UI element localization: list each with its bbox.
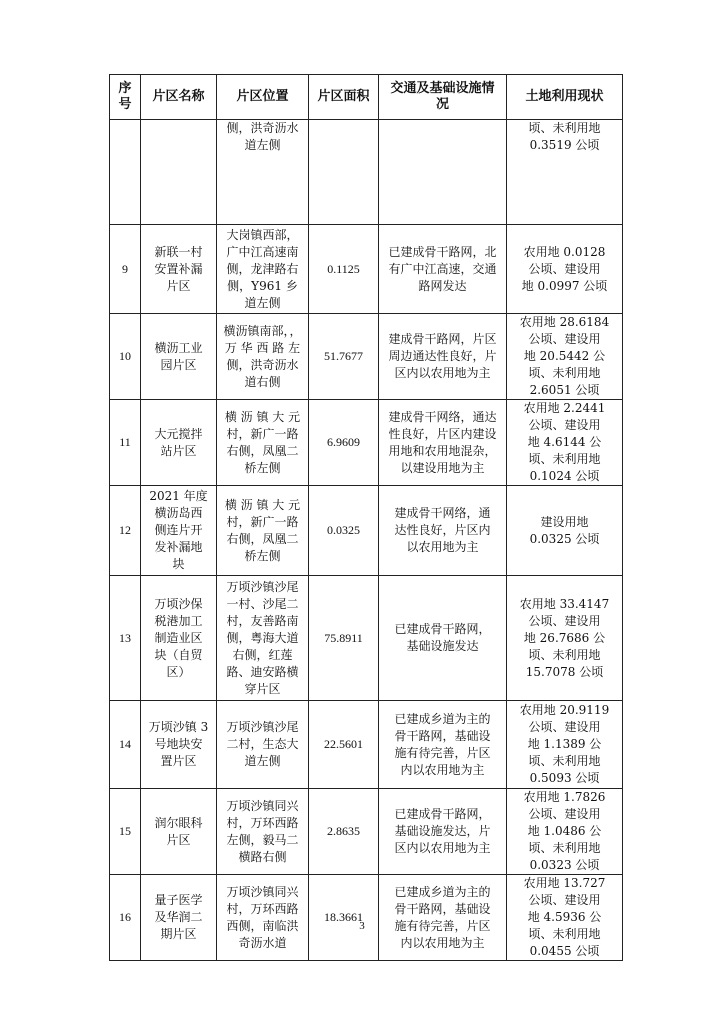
- cell-area: 18.3661: [309, 875, 379, 961]
- cell-seq: [110, 120, 141, 225]
- cell-area: 51.7677: [309, 314, 379, 400]
- cell-seq: 9: [110, 225, 141, 314]
- cell-seq: 10: [110, 314, 141, 400]
- cell-traffic: 已建成乡道为主的 骨干路网，基础设 施有待完善，片区 内以农用地为主: [379, 875, 507, 961]
- header-traffic: 交通及基础设施情 况: [379, 75, 507, 120]
- cell-seq: 15: [110, 789, 141, 875]
- page-number: 3: [359, 920, 365, 932]
- table-row: [110, 120, 623, 225]
- cell-landuse: 建设用地 0.0325 公顷: [507, 486, 623, 576]
- cell-area: 2.8635: [309, 789, 379, 875]
- cell-location: 万顷沙镇沙尾 一村、沙尾二 村，友善路南 侧，粤海大道 右侧，红莲 路、迪安路横 穿片区: [217, 576, 309, 701]
- cell-name: 大元搅拌 站片区: [141, 400, 217, 486]
- cell-area: 75.8911: [309, 576, 379, 701]
- cell-name: [141, 120, 217, 225]
- cell-seq: 14: [110, 701, 141, 789]
- table-row: [110, 225, 623, 314]
- cell-location: 侧，洪奇沥水 道左侧: [217, 120, 309, 225]
- cell-name: 新联一村 安置补漏 片区: [141, 225, 217, 314]
- header-landuse: 土地利用现状: [507, 75, 623, 120]
- cell-area: 0.0325: [309, 486, 379, 576]
- header-location: 片区位置: [217, 75, 309, 120]
- cell-location: 万顷沙镇沙尾 二村，生态大 道左侧: [217, 701, 309, 789]
- cell-name: 万顷沙镇 3 号地块安 置片区: [141, 701, 217, 789]
- cell-seq: 12: [110, 486, 141, 576]
- header-area: 片区面积: [309, 75, 379, 120]
- cell-name: 万顷沙保 税港加工 制造业区 块（自贸 区）: [141, 576, 217, 701]
- cell-landuse: 农用地 2.2441 公顷、建设用 地 4.6144 公 顷、未利用地 0.1024 公顷: [507, 400, 623, 486]
- cell-traffic: 已建成乡道为主的 骨干路网，基础设 施有待完善，片区 内以农用地为主: [379, 701, 507, 789]
- cell-seq: 16: [110, 875, 141, 961]
- cell-area: 0.1125: [309, 225, 379, 314]
- cell-seq: 13: [110, 576, 141, 701]
- cell-landuse: 农用地 13.727 公顷、建设用 地 4.5936 公 顷、未利用地 0.0455 公顷: [507, 875, 623, 961]
- cell-location: 大岗镇西部， 广中江高速南 侧，龙津路右 侧，Y961 乡 道左侧: [217, 225, 309, 314]
- land-use-table: [109, 74, 623, 961]
- cell-location: 横 沥 镇 大 元 村，新广一路 右侧，凤凰二 桥左侧: [217, 400, 309, 486]
- cell-location: 万顷沙镇同兴 村，万环西路 左侧，毅马二 横路右侧: [217, 789, 309, 875]
- header-name: 片区名称: [141, 75, 217, 120]
- cell-traffic: 建成骨干网络，通达 性良好，片区内建设 用地和农用地混杂， 以建设用地为主: [379, 400, 507, 486]
- table-row: [110, 789, 623, 875]
- cell-location: 横沥镇南部，， 万 华 西 路 左 侧，洪奇沥水 道右侧: [217, 314, 309, 400]
- cell-name: 润尔眼科 片区: [141, 789, 217, 875]
- cell-name: 量子医学 及华润二 期片区: [141, 875, 217, 961]
- cell-location: 横 沥 镇 大 元 村，新广一路 右侧，凤凰二 桥左侧: [217, 486, 309, 576]
- table-header-row: [110, 75, 623, 120]
- cell-traffic: [379, 120, 507, 225]
- cell-traffic: 建成骨干路网，片区 周边通达性良好，片 区内以农用地为主: [379, 314, 507, 400]
- cell-traffic: 已建成骨干路网， 基础设施发达，片 区内以农用地为主: [379, 789, 507, 875]
- cell-landuse: 农用地 0.0128 公顷、建设用 地 0.0997 公顷: [507, 225, 623, 314]
- table-row: [110, 314, 623, 400]
- cell-name: 横沥工业 园片区: [141, 314, 217, 400]
- cell-traffic: 已建成骨干路网， 基础设施发达: [379, 576, 507, 701]
- header-seq: 序 号: [110, 75, 141, 120]
- table-row: [110, 576, 623, 701]
- table-row: [110, 400, 623, 486]
- cell-area: 6.9609: [309, 400, 379, 486]
- cell-area: [309, 120, 379, 225]
- cell-location: 万顷沙镇同兴 村，万环西路 西侧，南临洪 奇沥水道: [217, 875, 309, 961]
- cell-landuse: 农用地 33.4147 公顷、建设用 地 26.7686 公 顷、未利用地 15.7078 公顷: [507, 576, 623, 701]
- cell-area: 22.5601: [309, 701, 379, 789]
- cell-traffic: 建成骨干网络，通 达性良好，片区内 以农用地为主: [379, 486, 507, 576]
- table-row: [110, 701, 623, 789]
- table-row: [110, 875, 623, 961]
- cell-landuse: 农用地 1.7826 公顷、建设用 地 1.0486 公 顷、未利用地 0.0323 公顷: [507, 789, 623, 875]
- cell-name: 2021 年度 横沥岛西 侧连片开 发补漏地 块: [141, 486, 217, 576]
- cell-landuse: 农用地 20.9119 公顷、建设用 地 1.1389 公 顷、未利用地 0.5093 公顷: [507, 701, 623, 789]
- cell-seq: 11: [110, 400, 141, 486]
- cell-landuse: 顷、未利用地 0.3519 公顷: [507, 120, 623, 225]
- table-row: [110, 486, 623, 576]
- cell-traffic: 已建成骨干路网，北 有广中江高速，交通 路网发达: [379, 225, 507, 314]
- cell-landuse: 农用地 28.6184 公顷、建设用 地 20.5442 公 顷、未利用地 2.6051 公顷: [507, 314, 623, 400]
